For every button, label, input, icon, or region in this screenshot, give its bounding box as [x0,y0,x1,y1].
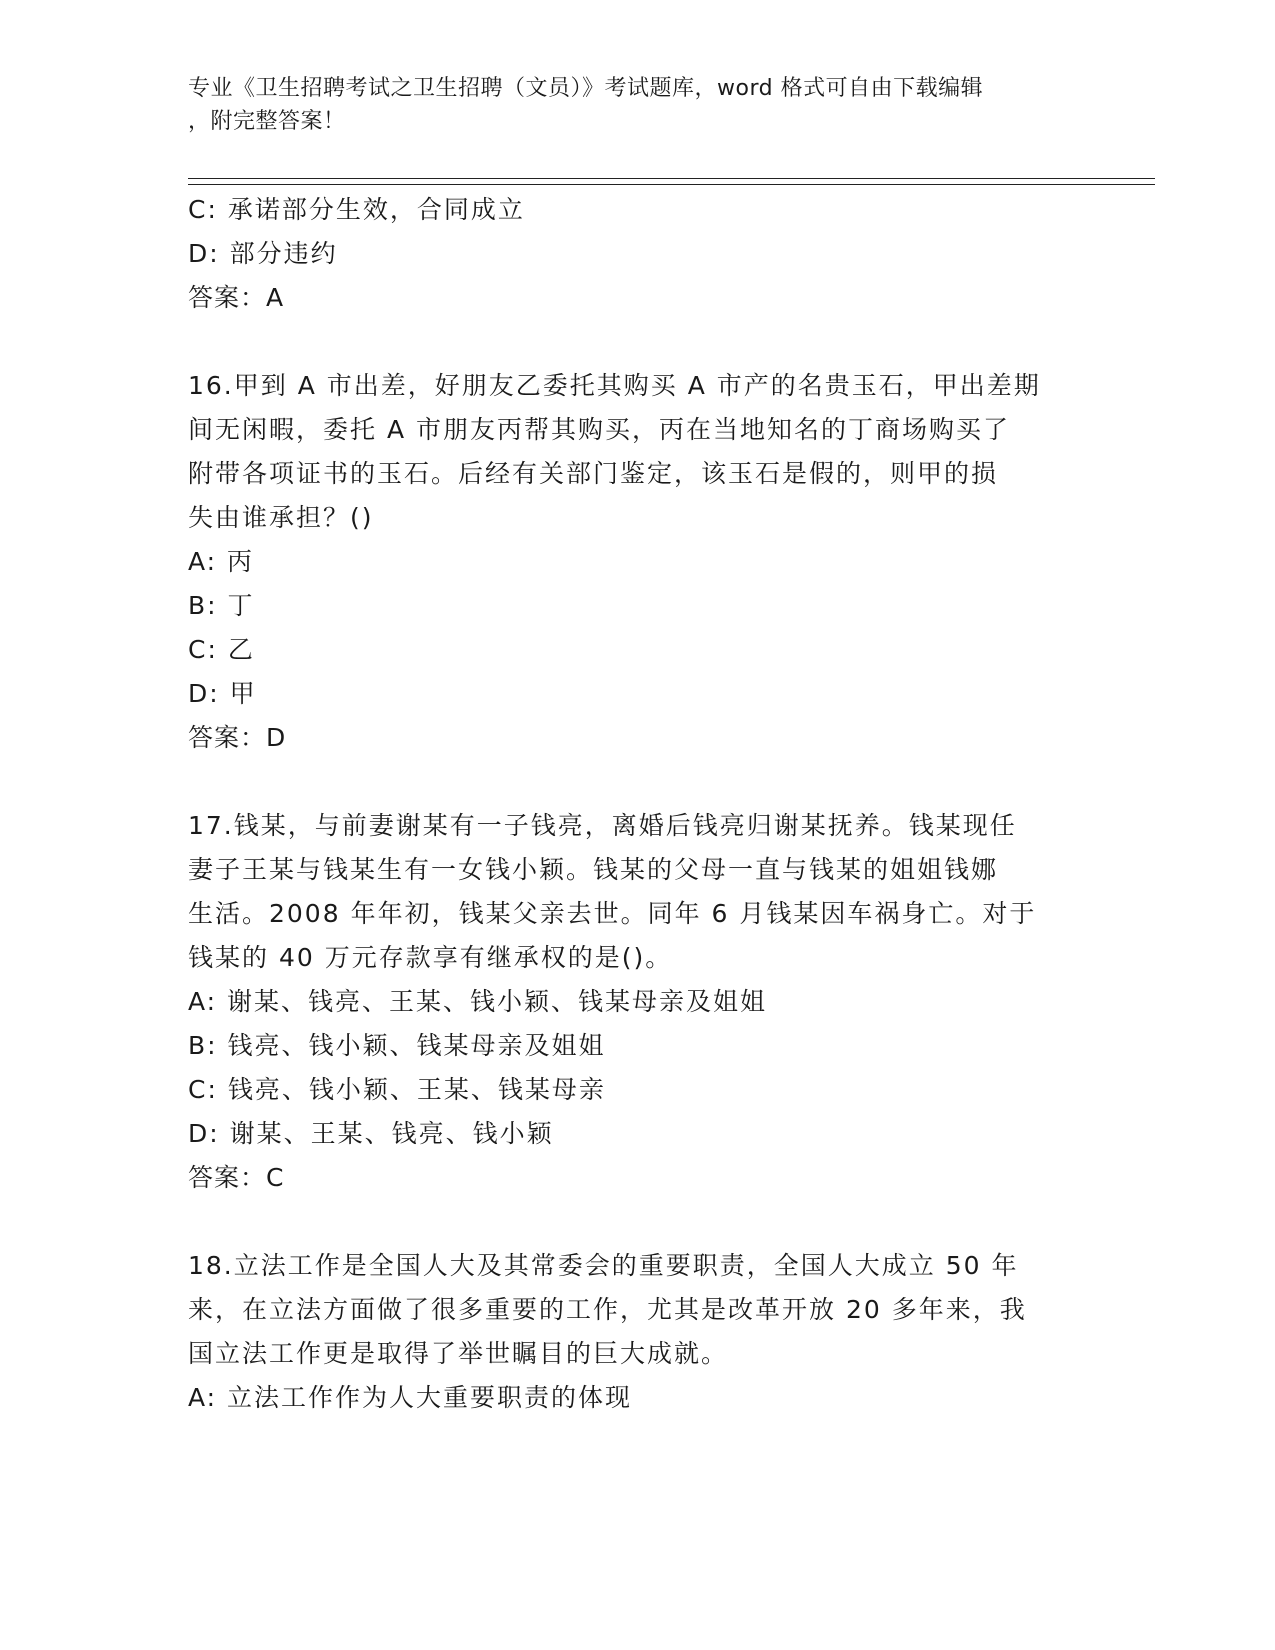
prev-option-d: D: 部分违约 [188,239,338,268]
q16-option-b: B: 丁 [188,591,255,620]
prev-option-c: C: 承诺部分生效，合同成立 [188,195,525,224]
q18-stem-line-3: 国立法工作更是取得了举世瞩目的巨大成就。 [188,1339,729,1368]
q18-stem-line-2: 来，在立法方面做了很多重要的工作，尤其是改革开放 20 多年来，我 [188,1295,1027,1324]
header-line-2: ，附完整答案！ [188,109,346,134]
q17-option-a: A: 谢某、钱亮、王某、钱小颖、钱某母亲及姐姐 [188,987,768,1016]
q16-option-a: A: 丙 [188,547,255,576]
q16-stem-line-3: 附带各项证书的玉石。后经有关部门鉴定，该玉石是假的，则甲的损 [188,459,999,488]
q17-answer: 答案：C [188,1163,285,1192]
q16-answer: 答案：D [188,723,287,752]
prev-answer: 答案：A [188,283,285,312]
q16-stem-line-2: 间无闲暇，委托 A 市朋友丙帮其购买，丙在当地知名的丁商场购买了 [188,415,1010,444]
q17-stem-line-3: 生活。2008 年年初，钱某父亲去世。同年 6 月钱某因车祸身亡。对于 [188,899,1037,928]
q17-stem-line-2: 妻子王某与钱某生有一女钱小颖。钱某的父母一直与钱某的姐姐钱娜 [188,855,999,884]
q16-option-c: C: 乙 [188,635,255,664]
q18-stem-line-1: 18.立法工作是全国人大及其常委会的重要职责，全国人大成立 50 年 [188,1251,1019,1280]
q16-option-d: D: 甲 [188,679,257,708]
header-line-1: 专业《卫生招聘考试之卫生招聘（文员）》考试题库，word 格式可自由下载编辑 [188,76,984,101]
header-rule-bottom [188,184,1155,185]
q16-stem-line-4: 失由谁承担？() [188,503,374,532]
q16-stem-line-1: 16.甲到 A 市出差，好朋友乙委托其购买 A 市产的名贵玉石，甲出差期 [188,371,1041,400]
q17-option-d: D: 谢某、王某、钱亮、钱小颖 [188,1119,554,1148]
q18-option-a: A: 立法工作作为人大重要职责的体现 [188,1383,633,1412]
q17-option-c: C: 钱亮、钱小颖、王某、钱某母亲 [188,1075,606,1104]
q17-stem-line-1: 17.钱某，与前妻谢某有一子钱亮，离婚后钱亮归谢某抚养。钱某现任 [188,811,1017,840]
q17-option-b: B: 钱亮、钱小颖、钱某母亲及姐姐 [188,1031,606,1060]
header-rule-top [188,178,1155,179]
document-header [188,72,1088,138]
q17-stem-line-4: 钱某的 40 万元存款享有继承权的是()。 [188,943,673,972]
